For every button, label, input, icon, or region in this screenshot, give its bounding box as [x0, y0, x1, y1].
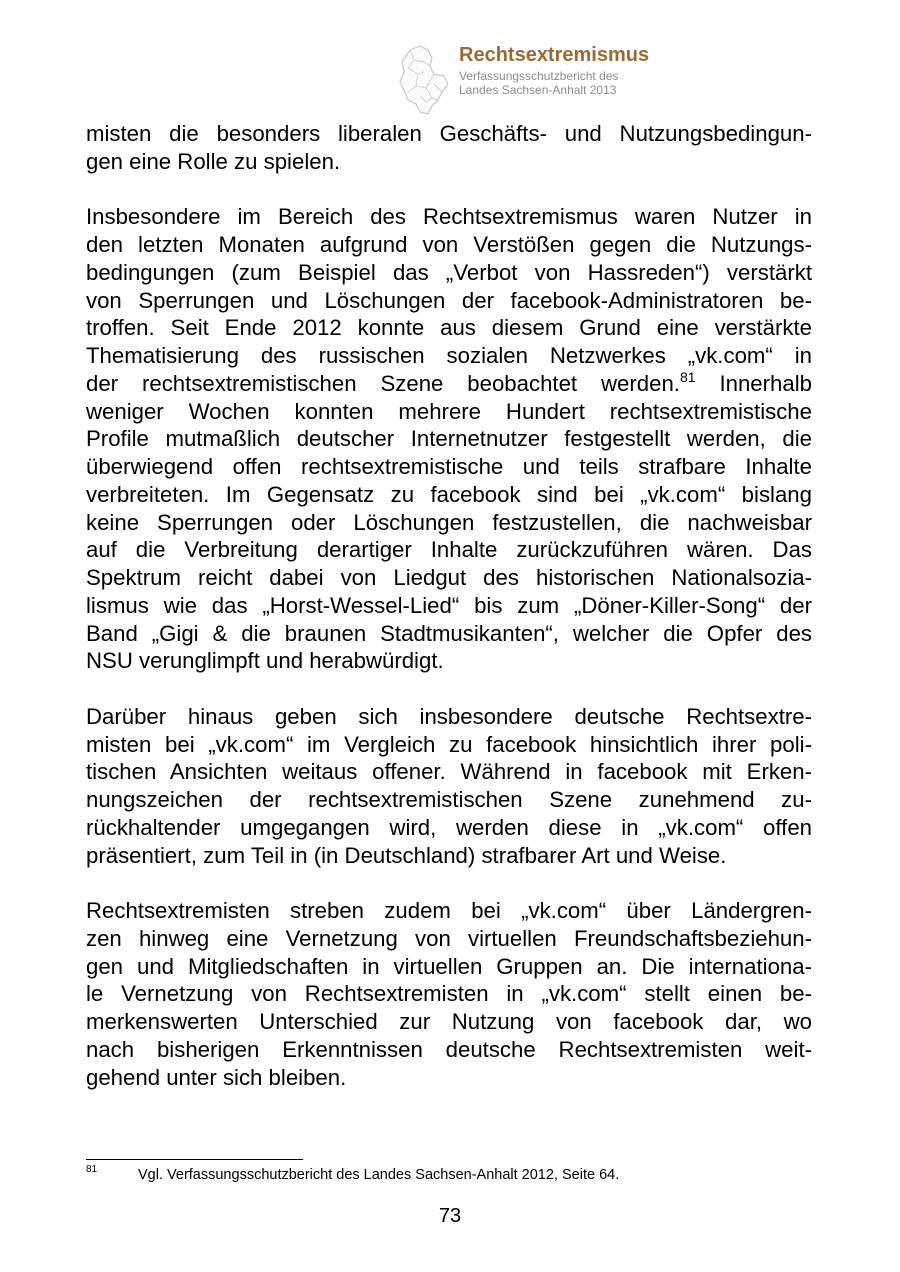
text-line: [86, 953, 812, 981]
line-text: tischen Ansichten weitaus offener. Während in facebook mit Erken-: [86, 759, 812, 785]
paragraph: [86, 897, 812, 1091]
page-header: [398, 44, 678, 116]
line-text: Spektrum reicht dabei von Liedgut des historischen Nationalsozia-: [86, 565, 812, 590]
line-text: gen und Mitgliedschaften in virtuellen Gruppen an. Die internationa-: [86, 953, 812, 979]
line-text: nach bisherigen Erkenntnissen deutsche Rechtsextremisten weit-: [86, 1036, 812, 1062]
line-text: nungszeichen der rechtsextremistischen Szene zunehmend zu-: [86, 787, 812, 812]
text-line: [86, 481, 812, 509]
line-text: überwiegend offen rechtsextremistische und teils strafbare Inhalte: [86, 454, 812, 479]
text-line: [86, 342, 812, 370]
text-line: [86, 259, 812, 287]
header-subtitle-line2: Landes Sachsen-Anhalt 2013: [459, 83, 617, 97]
line-text: präsentiert, zum Teil in (in Deutschland) strafbarer Art und Weise.: [86, 842, 727, 868]
text-line: [86, 398, 812, 426]
text-line: [86, 536, 812, 564]
line-text: zen hinweg eine Vernetzung von virtuellen Freundschaftsbeziehun-: [86, 925, 812, 951]
header-title: Rechtsextremismus: [459, 44, 650, 66]
text-line: [86, 231, 812, 259]
line-text: troffen. Seit Ende 2012 konnte aus diesem Grund eine verstärkte: [86, 315, 812, 341]
text-line: [86, 592, 812, 620]
text-line: [86, 287, 812, 315]
text-line: [86, 731, 812, 759]
text-line: [86, 1064, 812, 1092]
text-line: [86, 564, 812, 592]
line-text: merkenswerten Unterschied zur Nutzung von facebook dar, wo: [86, 1009, 812, 1034]
line-text: NSU verunglimpft und herabwürdigt.: [86, 648, 444, 674]
text-line: [86, 620, 812, 648]
footnote-reference[interactable]: 81: [679, 368, 696, 385]
line-text: der rechtsextremistischen Szene beobachtet werden.: [86, 370, 680, 396]
line-text: Rechtsextremisten streben zudem bei „vk.com“ über Ländergren-: [86, 898, 812, 923]
line-text: Darüber hinaus geben sich insbesondere deutsche Rechtsextre-: [86, 703, 812, 729]
line-text: Insbesondere im Bereich des Rechtsextremismus waren Nutzer in: [86, 204, 812, 230]
line-text: lismus wie das „Horst-Wessel-Lied“ bis zum „Döner-Killer-Song“ der: [86, 592, 812, 618]
line-text: misten die besonders liberalen Geschäfts- und Nutzungsbedingun-: [86, 121, 812, 146]
footnote-divider: [86, 1159, 303, 1160]
text-line: [86, 703, 812, 731]
line-text: verbreiteten. Im Gegensatz zu facebook sind bei „vk.com“ bislang: [86, 481, 812, 507]
line-text: rückhaltender umgegangen wird, werden diese in „vk.com“ offen: [86, 814, 812, 840]
text-line: [86, 314, 812, 342]
text-line: [86, 897, 812, 925]
footnote-number: 81: [86, 1164, 98, 1175]
line-text: keine Sperrungen oder Löschungen festzustellen, die nachweisbar: [86, 509, 812, 535]
line-text: Innerhalb: [719, 370, 812, 396]
text-line: [86, 758, 812, 786]
text-line: [86, 647, 812, 675]
line-text: Band „Gigi & die braunen Stadtmusikanten“, welcher die Opfer des: [86, 620, 812, 646]
line-text: Profile mutmaßlich deutscher Internetnutzer festgestellt werden, die: [86, 426, 812, 452]
line-text: bedingungen (zum Beispiel das „Verbot von Hassreden“) verstärkt: [86, 259, 812, 285]
footnote-text: Vgl. Verfassungsschutzbericht des Landes Sachsen-Anhalt 2012, Seite 64.: [138, 1167, 620, 1183]
line-text: auf die Verbreitung derartiger Inhalte zurückzuführen wären. Das: [86, 537, 812, 563]
line-text: von Sperrungen und Löschungen der facebook-Administratoren be-: [86, 287, 812, 313]
text-line: [86, 453, 812, 481]
text-line: [86, 370, 812, 398]
text-line: [86, 203, 812, 231]
header-subtitle-line1: Verfassungsschutzbericht des: [459, 69, 619, 83]
body-text: [86, 120, 812, 1119]
line-text: Thematisierung des russischen sozialen Netzwerkes „vk.com“ in: [86, 343, 812, 368]
line-text: weniger Wochen konnten mehrere Hundert rechtsextremistische: [86, 398, 812, 424]
text-line: [86, 425, 812, 453]
text-line: [86, 925, 812, 953]
text-line: [86, 1008, 812, 1036]
text-line: [86, 814, 812, 842]
text-line: [86, 1036, 812, 1064]
text-line: [86, 509, 812, 537]
text-line: [86, 980, 812, 1008]
text-line: [86, 842, 812, 870]
page-number: 73: [438, 1205, 462, 1227]
line-text: le Vernetzung von Rechtsextremisten in „vk.com“ stellt einen be-: [86, 981, 812, 1007]
line-text: misten bei „vk.com“ im Vergleich zu facebook hinsichtlich ihrer poli-: [86, 731, 812, 757]
text-line: [86, 786, 812, 814]
line-text: gehend unter sich bleiben.: [86, 1064, 347, 1090]
paragraph: [86, 703, 812, 870]
text-line: [86, 120, 812, 148]
paragraph: [86, 120, 812, 176]
line-text: gen eine Rolle zu spielen.: [86, 148, 341, 174]
line-text: den letzten Monaten aufgrund von Verstößen gegen die Nutzungs-: [86, 232, 812, 257]
saxony-anhalt-map-logo-icon: [398, 44, 456, 116]
paragraph: [86, 203, 812, 675]
text-line: [86, 148, 812, 176]
